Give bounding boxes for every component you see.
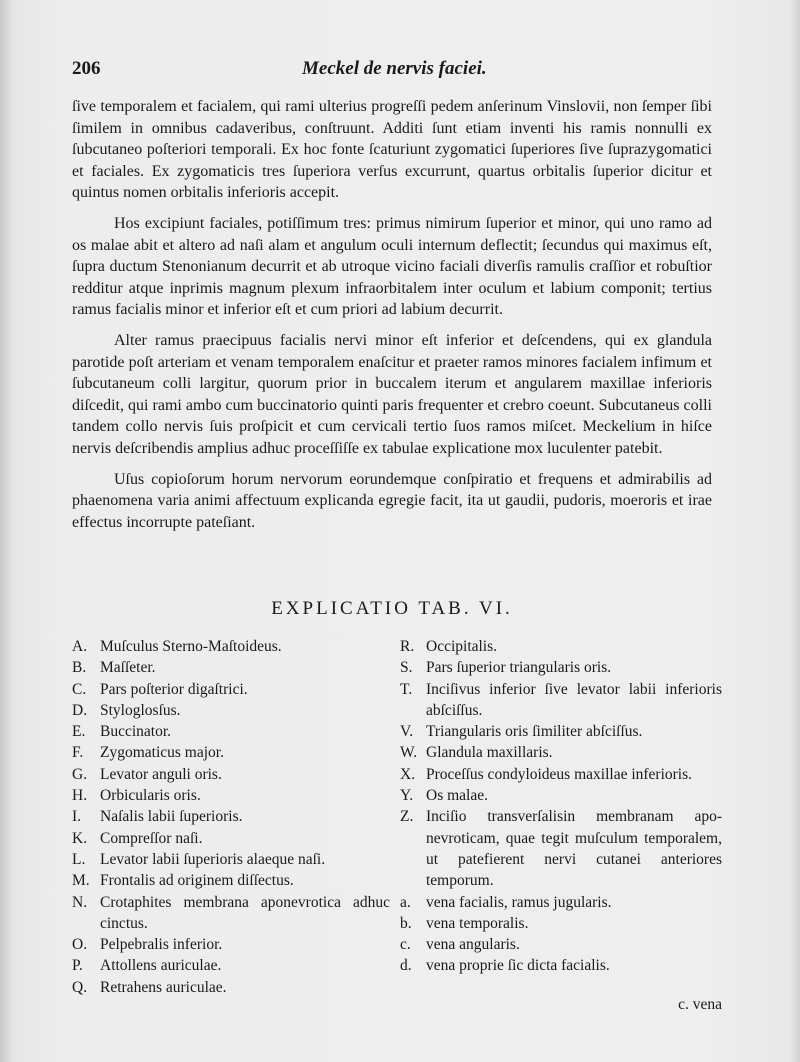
legend-entry <box>72 828 390 849</box>
legend-key: G. <box>72 765 88 783</box>
legend-key: O. <box>72 936 88 954</box>
legend-text: Crotaphites membrana aponevrotica adhuc cinctus. <box>100 893 390 932</box>
legend-key: d. <box>400 957 412 975</box>
legend-key: V. <box>400 723 414 741</box>
paragraph: Alter ramus praecipuus facialis nervi minor eſt inferior et deſcendens, qui ex glandula parotide poſt arteriam et venam temporalem enaſcitur et praeter ramos minores facialem infimum et ſubcutaneum colli largitur, quorum prior in buccalem iterum et angularem maxillae inferioris diſcedit, qui rami ambo cum buccinatorio quinti paris frequenter et crebro coeunt. Subcutaneus colli tandem collo nervis ſuis proſpicit et cum cervicali tertio ſuos ramos miſcet. Meckelium in hiſce nervis deſcribendis amplius adhuc proceſſiſſe ex tabulae explicatione mox luculenter patebit. <box>72 331 712 457</box>
legend-key: Z. <box>400 808 414 826</box>
legend-text: Retrahens auriculae. <box>100 978 227 996</box>
legend-column-left <box>72 636 390 998</box>
legend-entry <box>400 742 722 763</box>
legend-entry <box>400 679 722 722</box>
legend-entry <box>72 977 390 998</box>
legend-text: Muſculus Sterno-Maſtoideus. <box>100 638 282 655</box>
legend-entry <box>72 955 390 976</box>
legend-text: Attollens auriculae. <box>100 957 222 975</box>
legend-entry <box>400 892 722 913</box>
legend-key: M. <box>72 872 90 890</box>
legend-entry <box>72 721 390 742</box>
legend-key: K. <box>72 829 88 847</box>
legend-text: Orbicularis oris. <box>100 787 201 805</box>
legend-key: X. <box>400 765 416 783</box>
legend-text: Levator anguli oris. <box>100 765 222 783</box>
legend-text: vena temporalis. <box>426 914 529 932</box>
legend-column-right <box>400 636 722 977</box>
legend-entry <box>400 806 722 891</box>
legend-entry <box>72 764 390 785</box>
legend-text: Occipitalis. <box>426 638 498 655</box>
legend-entry <box>400 721 722 742</box>
legend-entry <box>72 700 390 721</box>
legend-text: Styloglosſus. <box>100 701 181 719</box>
legend-key: P. <box>72 957 83 975</box>
legend-text: vena angularis. <box>426 936 520 954</box>
legend-entry <box>72 657 390 678</box>
paragraph: Hos excipiunt faciales, potiſſimum tres: primus nimirum ſuperior et minor, qui uno ramo ad os malae abit et altero ad naſi alam et angulum oculi internum deflectit; ſecundus qui maximus eſt, ſupra ductum Stenonianum decurrit et ab utroque vicino faciali diverſis ramulis craſſior et robuſtior redditur atque inprimis magnum plexum infraorbitalem inter oculum et labium componit; tertius ramus facialis minor et inferior eſt et cum priori ad labium decurrit. <box>72 214 712 319</box>
legend-key: a. <box>400 893 411 911</box>
legend-entry <box>72 870 390 891</box>
paragraph: Uſus copioſorum horum nervorum eorundemque conſpiratio et frequens et admirabilis ad phaenomena varia animi affectuum explicanda egregie facit, ita ut gaudii, pudoris, moeroris et irae effectus incorrupte pateſiant. <box>72 470 712 531</box>
legend-entry <box>400 934 722 955</box>
legend-entry <box>72 934 390 955</box>
legend-text: vena facialis, ramus jugularis. <box>426 893 612 911</box>
legend-entry <box>72 636 390 657</box>
legend-text: Glandula maxillaris. <box>426 744 553 762</box>
legend-key: N. <box>72 893 88 911</box>
legend-text: Triangularis oris ſimiliter abſciſſus. <box>426 723 643 741</box>
legend-text: Frontalis ad originem diſſectus. <box>100 872 294 890</box>
legend-text: Maſſeter. <box>100 659 156 677</box>
section-title: EXPLICATIO TAB. VI. <box>271 598 513 619</box>
legend-key: I. <box>72 808 82 826</box>
legend-entry <box>400 913 722 934</box>
page-header <box>72 58 722 86</box>
legend-entry <box>400 764 722 785</box>
legend-key: W. <box>400 744 418 762</box>
legend-text: Buccinator. <box>100 723 172 741</box>
legend-entry <box>72 849 390 870</box>
catchword: c. vena <box>678 996 722 1013</box>
legend-key: L. <box>72 850 86 868</box>
legend-text: Naſalis labii ſuperioris. <box>100 808 243 826</box>
legend-text: vena proprie ſic dicta facialis. <box>426 957 610 975</box>
running-title: Meckel de nervis faciei. <box>302 58 487 79</box>
legend-key: S. <box>400 659 413 677</box>
legend-key: F. <box>72 744 84 762</box>
legend-text: Proceſſus condyloideus maxillae inferioris. <box>426 765 693 783</box>
legend-text: Pelpebralis inferior. <box>100 936 223 954</box>
legend-entry <box>400 636 722 657</box>
legend-entry <box>72 785 390 806</box>
legend-entry <box>72 806 390 827</box>
legend-key: T. <box>400 680 413 698</box>
legend-entry <box>72 679 390 700</box>
legend-text: Inciſivus inferior ſive levator labii inferioris abſciſſus. <box>426 680 722 719</box>
legend-entry <box>400 955 722 976</box>
legend-key: C. <box>72 680 87 698</box>
body-text <box>72 96 712 542</box>
legend-text: Zygomaticus major. <box>100 744 224 762</box>
legend-text: Compreſſor naſi. <box>100 829 203 847</box>
legend-entry <box>72 742 390 763</box>
page-number: 206 <box>72 58 101 79</box>
legend-entry <box>72 892 390 935</box>
legend-text: Inciſio transverſalisin membranam aponevroticam, quae tegit muſculum temporalem, ut patefierent nervi cutanei anteriores temporum. <box>426 808 722 890</box>
legend-entry <box>400 657 722 678</box>
legend-key: D. <box>72 701 88 719</box>
legend-key: b. <box>400 914 412 932</box>
legend-text: Levator labii ſuperioris alaeque naſi. <box>100 850 326 868</box>
legend-key: Q. <box>72 978 88 996</box>
legend-key: c. <box>400 936 411 954</box>
paragraph: ſive temporalem et facialem, qui rami ulterius progreſſi pedem anſerinum Vinslovii, non ſemper ſibi ſimilem in omnibus cadaveribus, conſtruunt. Additi ſunt etiam inventi his ramis nonnulli ex ſubcutaneo poſteriori temporali. Ex hoc fonte ſcaturiunt zygomatici ſuperiores ſive ſuprazygomatici et faciales. Ex zygomaticis tres ſuperiora verſus excurrunt, quartus orbitalis ſuperior dicitur et quintus nomen orbitalis inferioris accepit. <box>72 98 712 202</box>
legend-text: Os malae. <box>426 787 488 805</box>
legend-key: H. <box>72 787 88 805</box>
legend-key: Y. <box>400 787 414 805</box>
legend-text: Pars poſterior digaſtrici. <box>100 680 248 698</box>
legend-key: B. <box>72 659 87 677</box>
legend-key: A. <box>72 638 88 655</box>
legend-entry <box>400 785 722 806</box>
legend-key: R. <box>400 638 415 655</box>
legend-text: Pars ſuperior triangularis oris. <box>426 659 612 677</box>
legend-key: E. <box>72 723 86 741</box>
